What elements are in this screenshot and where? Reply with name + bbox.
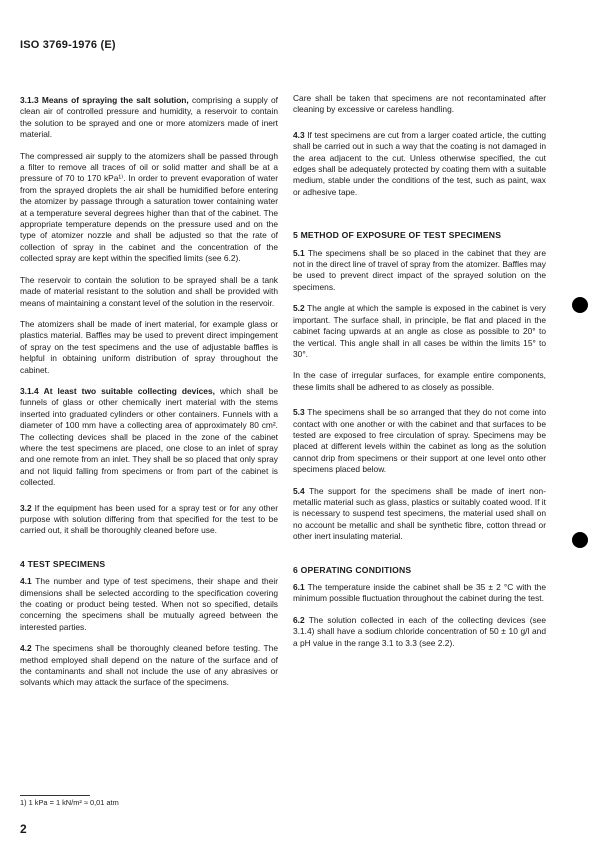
section-5-3 (293, 407, 546, 475)
section-3-2 (20, 503, 278, 537)
section-number: 5.2 (293, 303, 305, 314)
paragraph-atomizers: The atomizers shall be made of inert material, for example glass or plastics material. Baffles may be used to prevent direct impingement of spray on the test specimens and the use of adjustable baffles is helpful in obtaining uniform distribution of spray throughout the cabinet. (20, 318, 278, 375)
section-text: The temperature inside the cabinet shall be 35 ± 2 °C with the minimum possible fluctuation throughout the cabinet during the test. (293, 582, 546, 604)
section-number: 4.3 (293, 129, 305, 140)
section-text: which shall be funnels of glass or other chemically inert material with the stems inserted into graduated cylinders or other containers. Funnels with a diameter of 100 mm have a collecting area of approximately 80 cm². The collecting devices shall be placed in the zone of the cabinet where the test specimens are placed, one close to an inlet of spray and one remote from an inlet. They shall be so placed that only spray and not liquid falling from specimens or from part of the cabinet is collected. (20, 385, 279, 488)
section-text: The specimens shall be so arranged that they do not come into contact with one another or with the cabinet and that surfaces to be tested are exposed to free circulation of spray. Specimens may be placed at different levels within the cabinet as long as the solution cannot drip from specimens or their support at one level onto other specimens placed below. (293, 407, 546, 475)
section-number: 3.1.3 (20, 95, 39, 105)
paragraph-reservoir: The reservoir to contain the solution to be sprayed shall be a tank made of material resistant to the solution and shall be provided with means of maintaining a constant level of the solution in the reservoir. (20, 274, 278, 308)
punch-hole-mark (572, 532, 588, 548)
section-5-2 (293, 303, 546, 360)
section-5-4 (293, 486, 546, 543)
right-column (293, 93, 546, 659)
section-number: 6.1 (293, 582, 305, 592)
section-number: 5.1 (293, 247, 305, 258)
heading-operating-conditions: 6 OPERATING CONDITIONS (293, 564, 412, 575)
section-text: The number and type of test specimens, their shape and their dimensions shall be selected according to the specification covering the coating or product being tested. When not so specified, details concerning the specimens shall be mutually agreed between the interested parties. (20, 576, 278, 632)
section-text: If test specimens are cut from a larger coated article, the cutting shall be carried out in such a way that the coating is not damaged in the area adjacent to the cut. Unless otherwise specified, the cut edges shall be adequately protected by coating them with a suitable medium, stable under the conditions of the test, such as paint, wax or adhesive tape. (293, 129, 546, 197)
punch-hole-mark (572, 297, 588, 313)
section-3-1-3 (20, 95, 278, 141)
paragraph-irregular-surfaces: In the case of irregular surfaces, for example entire components, these limits shall be adhered to as closely as possible. (293, 370, 546, 392)
section-3-1-4 (20, 386, 278, 489)
section-text: The specimens shall be thoroughly cleaned before testing. The method employed shall depend on the nature of the surface and of the contaminants and shall not include the use of any abrasives or solvants which may attack the surface of the specimens. (20, 643, 278, 688)
section-4-3 (293, 130, 546, 198)
paragraph-care: Care shall be taken that specimens are not recontaminated after cleaning by excessive or careless handling. (293, 93, 546, 115)
section-lead: Means of spraying the salt solution, (41, 95, 189, 105)
section-4-2 (20, 643, 278, 689)
left-column (20, 95, 278, 699)
section-text: The angle at which the sample is exposed in the cabinet is very important. The surface shall, in principle, be flat and placed in the cabinet facing upwards at an angle as close as possible to 20° to the vertical. This angle shall in all cases be within the limits 15° to 30°. (293, 303, 546, 359)
section-number: 5.4 (293, 485, 305, 496)
section-number: 3.1.4 (20, 385, 39, 396)
section-5-1 (293, 248, 546, 294)
section-number: 4.2 (20, 643, 32, 654)
paragraph-air-supply: The compressed air supply to the atomizers shall be passed through a filter to remove all traces of oil or solid matter and shall be at a pressure of 70 to 170 kPa¹⁾. In order to prevent evaporation of water from the sprayed droplets the air shall be humidified before entering the atomizer by passage through a saturation tower containing water at a temperature several degrees higher than that of the cabinet. The appropriate temperature depends on the pressure used and on the type of atomizer nozzle and shall be adjusted so that the rate of collection of spray in the cabinet and the concentration of the collected spray are kept within the specified limits (see 6.2). (20, 150, 278, 264)
section-text: comprising a supply of clean air of controlled pressure and humidity, a reservoir to contain the solution to be sprayed and one or more atomizers made of inert material. (20, 95, 279, 140)
document-header: ISO 3769-1976 (E) (20, 39, 116, 51)
section-6-1 (293, 582, 546, 605)
heading-method-of-exposure: 5 METHOD OF EXPOSURE OF TEST SPECIMENS (293, 230, 502, 241)
footnote: 1) 1 kPa = 1 kN/m² ≈ 0,01 atm (20, 798, 119, 807)
section-number: 3.2 (20, 502, 32, 513)
section-text: If the equipment has been used for a spray test or for any other purpose with solution differing from that specified for the test to be carried out, it shall be thoroughly cleaned before use. (20, 502, 278, 536)
section-number: 6.2 (293, 614, 305, 625)
footnote-divider (20, 795, 90, 796)
page-number: 2 (20, 822, 27, 836)
section-text: The solution collected in each of the collecting devices (see 3.1.4) shall have a sodium chloride concentration of 50 ± 10 g/l and a pH value in the range 3.1 to 3.3 (see 2.2). (293, 614, 546, 648)
section-lead: At least two suitable collecting devices, (43, 385, 215, 396)
section-text: The specimens shall be so placed in the cabinet that they are not in the direct line of travel of spray from the atomizer. Baffles may be used to prevent direct impact of the sprayed solution on the specimens. (293, 247, 546, 292)
section-text: The support for the specimens shall be made of inert non-metallic material such as glass, plastics or suitably coated wood. If it is necessary to suspend test specimens, the material used shall on no account be metallic and shall be synthetic fibre, cotton thread or other inert insulating material. (293, 485, 546, 542)
section-6-2 (293, 615, 546, 649)
section-4-1 (20, 576, 278, 633)
section-number: 4.1 (20, 576, 32, 587)
section-number: 5.3 (293, 407, 305, 418)
heading-test-specimens: 4 TEST SPECIMENS (20, 558, 106, 569)
